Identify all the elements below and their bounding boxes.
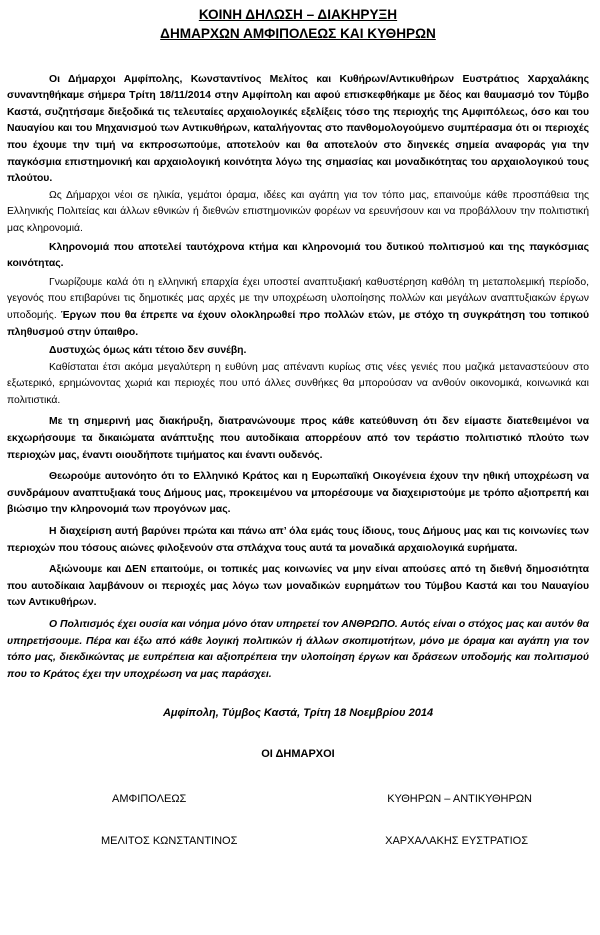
paragraph-development-delay-text: Γνωρίζουμε καλά ότι η ελληνική επαρχία έχει υποστεί αναπτυξιακή καθυστέρηση καθόλη τη μεταπολεμική περίοδο, γεγονός που επιβαρύνει τις δημοτικές μας αρχές με την υποχρέωση υλοποίησης πολλών και μεγάλων αναπτυξιακών έργων υποδομής. xyxy=(7,276,589,321)
paragraph-responsibility: Καθίσταται έτσι ακόμα μεγαλύτερη η ευθύνη μας απέναντι κυρίως στις νέες γενιές που μαζικά μεταναστεύουν στο εξωτερικό, ερημώνοντας χωριά και περιοχές που υπό άλλες συνθήκες θα μπορούσαν να ανθούν οικονομικά, κοινωνικά και πολιτιστικά. xyxy=(7,361,589,406)
paragraph-meeting: Οι Δήμαρχοι Αμφίπολης, Κωνσταντίνος Μελίτος και Κυθήρων/Αντικυθήρων Ευστράτιος Χαρχαλάκης συναντηθήκαμε σήμερα Τρίτη 18/11/2014 στην Αμφίπολη και αφού επισκεφθήκαμε με δέος και θαυμασμό τον Τύμβο Καστά, συζητήσαμε διεξοδικά τις τελευταίες αρχαιολογικές εξελίξεις τόσο της περιοχής της Αμφιπόλεως, όσο και του Ναυαγίου και του Μηχανισμού των Αντικυθήρων, καταλήγοντας στο πανθομολογούμενο συμπέρασμα ότι οι περιοχές που έχουμε την τιμή να εκπροσωπούμε, αποτελούν και θα αποτελούν στο διηνεκές σημεία αναφοράς για την παγκόσμια επιστημονική και αρχαιολογική κοινότητα λόγω της σημασίας και μοναδικότητας του αρχαιολογικού τους πλούτου. xyxy=(7,73,589,185)
title-line-2: ΔΗΜΑΡΧΩΝ ΑΜΦΙΠΟΛΕΩΣ ΚΑΙ ΚΥΘΗΡΩΝ xyxy=(160,25,436,41)
paragraph-management: Η διαχείριση αυτή βαρύνει πρώτα και πάνω απ’ όλα εμάς τους ίδιους, τους Δήμους μας και τις κοινωνίες των περιοχών που τόσους αιώνες φιλοξενούν στα σπλάχνα τους αυτά τα μοναδικά αρχαιολογικά ευρήματα. xyxy=(7,526,589,554)
left-municipality: ΑΜΦΙΠΟΛΕΩΣ xyxy=(112,792,187,805)
paragraph-heritage: Κληρονομιά που αποτελεί ταυτόχρονα κτήμα και κληρονομιά του δυτικού πολιτισμού και της παγκόσμιας κοινότητας. xyxy=(7,241,589,270)
paragraph-young-mayors: Ως Δήμαρχοι νέοι σε ηλικία, γεμάτοι όραμα, ιδέες και αγάπη για τον τόπο μας, επαινούμε κάθε προσπάθεια της Ελληνικής Πολιτείας και άλλων εθνικών ή διεθνών επιστημονικών φορέων να ερευνήσουν και να προβάλλουν την πολιτιστική μας κληρονομιά. xyxy=(7,189,589,234)
paragraph-state-obligation: Θεωρούμε αυτονόητο ότι το Ελληνικό Κράτος και η Ευρωπαϊκή Οικογένεια έχουν την ηθική υποχρέωση να συνδράμουν αναπτυξιακά τους Δήμους μας, προκειμένου να μπορέσουμε να διαχειριστούμε με τρόπο αξιοπρεπή και βιώσιμο την κληρονομιά των προγόνων μας. xyxy=(7,471,589,516)
mayors-heading: ΟΙ ΔΗΜΑΡΧΟΙ xyxy=(261,747,335,760)
right-mayor-name: ΧΑΡΧΑΛΑΚΗΣ ΕΥΣΤΡΑΤΙΟΣ xyxy=(385,835,528,848)
right-municipality: ΚΥΘΗΡΩΝ – ΑΝΤΙΚΥΘΗΡΩΝ xyxy=(387,792,532,805)
signature-names xyxy=(7,833,589,850)
paragraph-demand: Αξιώνουμε και ΔΕΝ επαιτούμε, οι τοπικές μας κοινωνίες να μην είναι απούσες από τη διεθνή δημοσιότητα που αυτοδίκαια λαμβάνουν οι περιοχές μας λόγω των μοναδικών ευρημάτων του Τύμβου Καστά και του Ναυαγίου των Αντικυθήρων. xyxy=(7,564,589,609)
title-line-1: ΚΟΙΝΗ ΔΗΛΩΣΗ – ΔΙΑΚΗΡΥΞΗ xyxy=(198,7,398,22)
paragraph-culture: Ο Πολιτισμός έχει ουσία και νόημα μόνο όταν υπηρετεί τον ΑΝΘΡΩΠΟ. Αυτός είναι ο στόχος μας και αυτόν θα υπηρετήσουμε. Πέρα και έξω από κάθε λογική πολιτικών ή άλλων σκοπιμοτήτων, μόνο με όραμα και αγάπη για τον τόπο μας, διεκδικώντας με ευπρέπεια και αξιοπρέπεια την υλοποίηση έργων και δράσεων υποδομής και πολιτισμού που το Κράτος έχει την υποχρέωση να μας παράσχει. xyxy=(7,619,589,680)
paragraph-development-delay-bold: Έργων που θα έπρεπε να έχουν ολοκληρωθεί προ πολλών ετών, με στόχο τη συγκράτηση του τοπικού πληθυσμού στην ύπαιθρο. xyxy=(7,309,589,338)
signature-municipalities xyxy=(7,791,589,808)
place-date: Αμφίπολη, Τύμβος Καστά, Τρίτη 18 Νοεμβρίου 2014 xyxy=(162,707,434,720)
paragraph-development-delay xyxy=(7,275,589,341)
left-mayor-name: ΜΕΛΙΤΟΣ ΚΩΝΣΤΑΝΤΙΝΟΣ xyxy=(101,835,238,848)
paragraph-declaration: Με τη σημερινή μας διακήρυξη, διατρανώνουμε προς κάθε κατεύθυνση ότι δεν είμαστε διατεθειμένοι να εκχωρήσουμε τα δικαιώματα ανάπτυξης που αυτοδίκαια απορρέουν από τον τεράστιο πολιτιστικό πλούτο των περιοχών μας, έναντι οιουδήποτε τιμήματος και έναντι ουδενός. xyxy=(7,416,589,461)
paragraph-unfortunately: Δυστυχώς όμως κάτι τέτοιο δεν συνέβη. xyxy=(49,345,247,357)
declaration-body xyxy=(7,72,589,684)
